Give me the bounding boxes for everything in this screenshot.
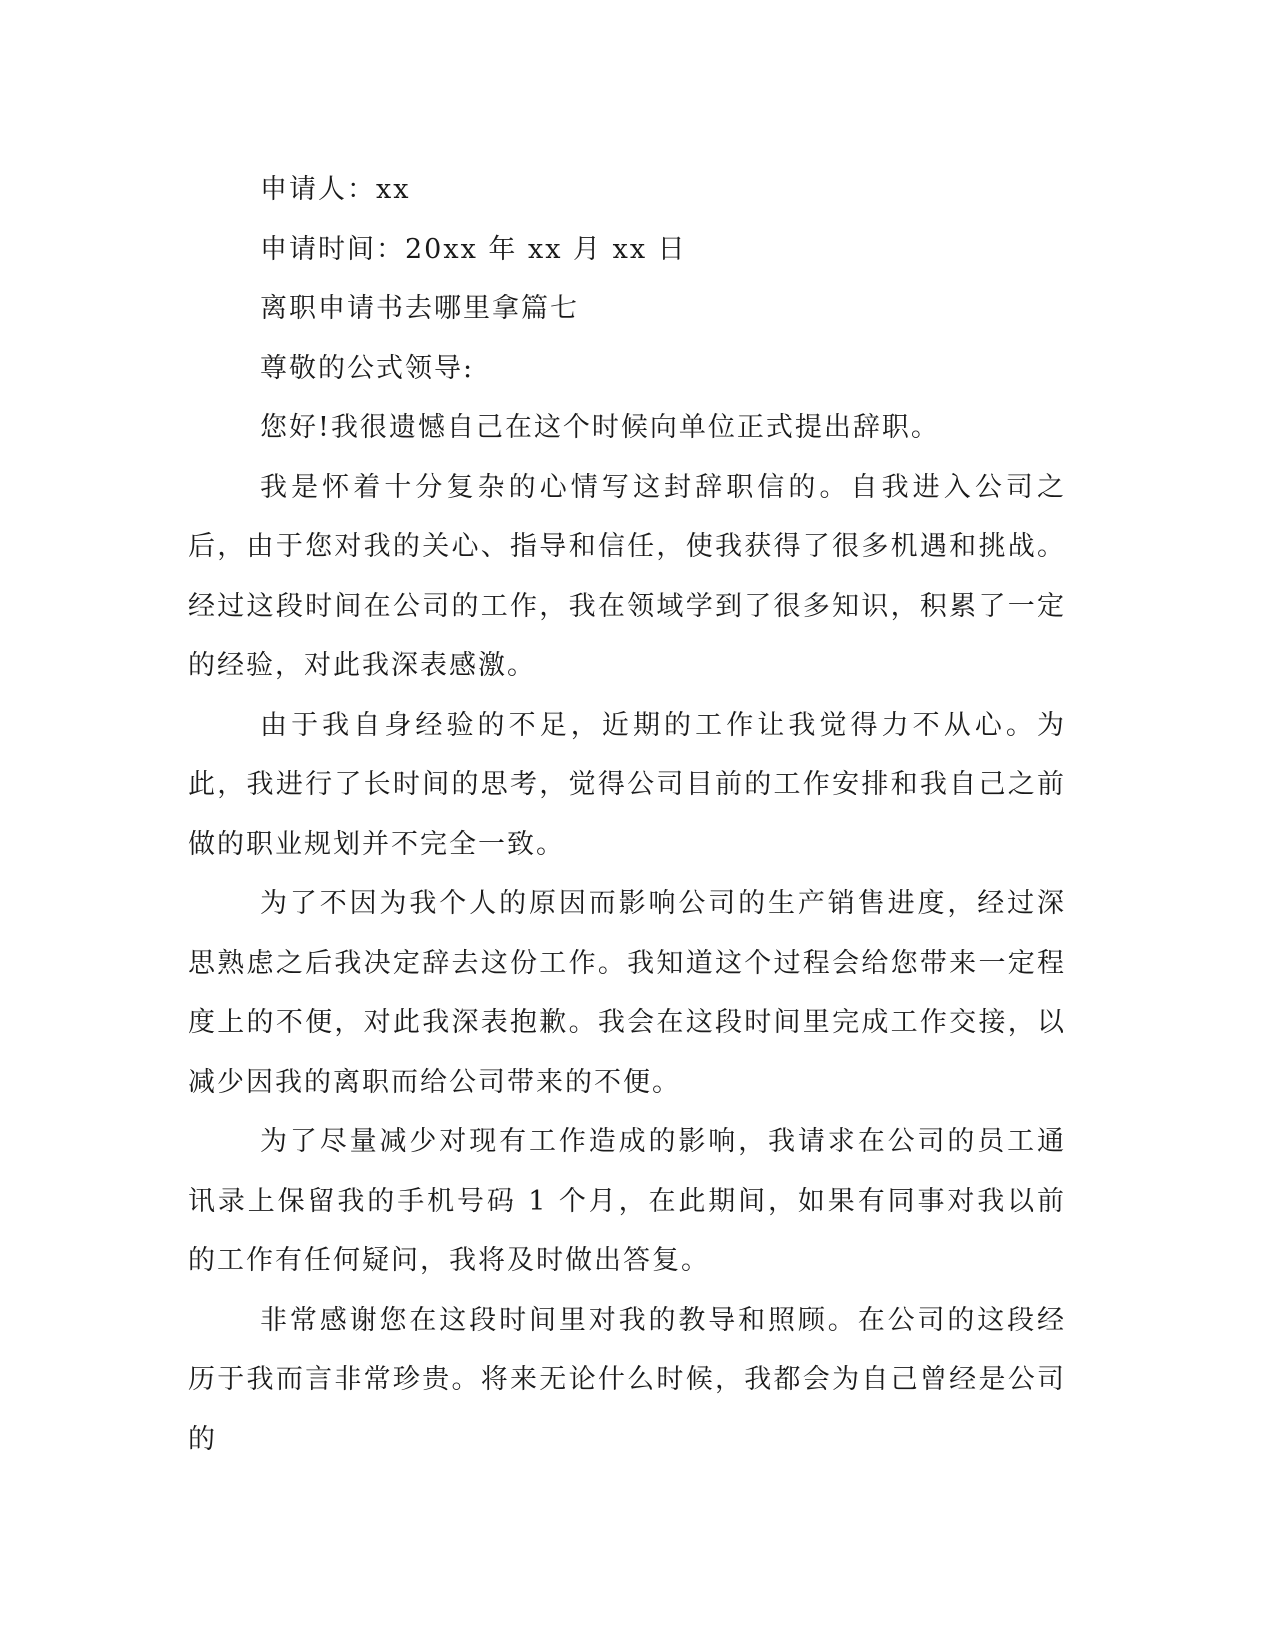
paragraph: 您好!我很遗憾自己在这个时候向单位正式提出辞职。 [260,412,940,443]
paragraph: 为了不因为我个人的原因而影响公司的生产销售进度，经过深思熟虑之后我决定辞去这份工作。我知道这个过程会给您带来一定程度上的不便，对此我深表抱歉。我会在这段时间里完成工作交接，以减少因我的离职而给公司带来的不便。 [188,888,1066,1098]
paragraph: 由于我自身经验的不足，近期的工作让我觉得力不从心。为此，我进行了长时间的思考，觉得公司目前的工作安排和我自己之前做的职业规划并不完全一致。 [188,709,1066,860]
applicant-line: 申请人：xx [260,174,411,205]
paragraph: 为了尽量减少对现有工作造成的影响，我请求在公司的员工通讯录上保留我的手机号码 1 个月，在此期间，如果有同事对我以前的工作有任何疑问，我将及时做出答复。 [188,1126,1066,1276]
document-body [188,160,1066,1469]
paragraph: 我是怀着十分复杂的心情写这封辞职信的。自我进入公司之后，由于您对我的关心、指导和信任，使我获得了很多机遇和挑战。经过这段时间在公司的工作，我在领域学到了很多知识，积累了一定的经验，对此我深表感激。 [188,471,1066,681]
salutation: 尊敬的公式领导: [260,352,475,384]
paragraph: 非常感谢您在这段时间里对我的教导和照顾。在公司的这段经历于我而言非常珍贵。将来无论什么时候，我都会为自己曾经是公司的 [188,1304,1066,1455]
apply-date-line: 申请时间：20xx 年 xx 月 xx 日 [260,233,687,265]
section-title: 离职申请书去哪里拿篇七 [260,293,579,324]
